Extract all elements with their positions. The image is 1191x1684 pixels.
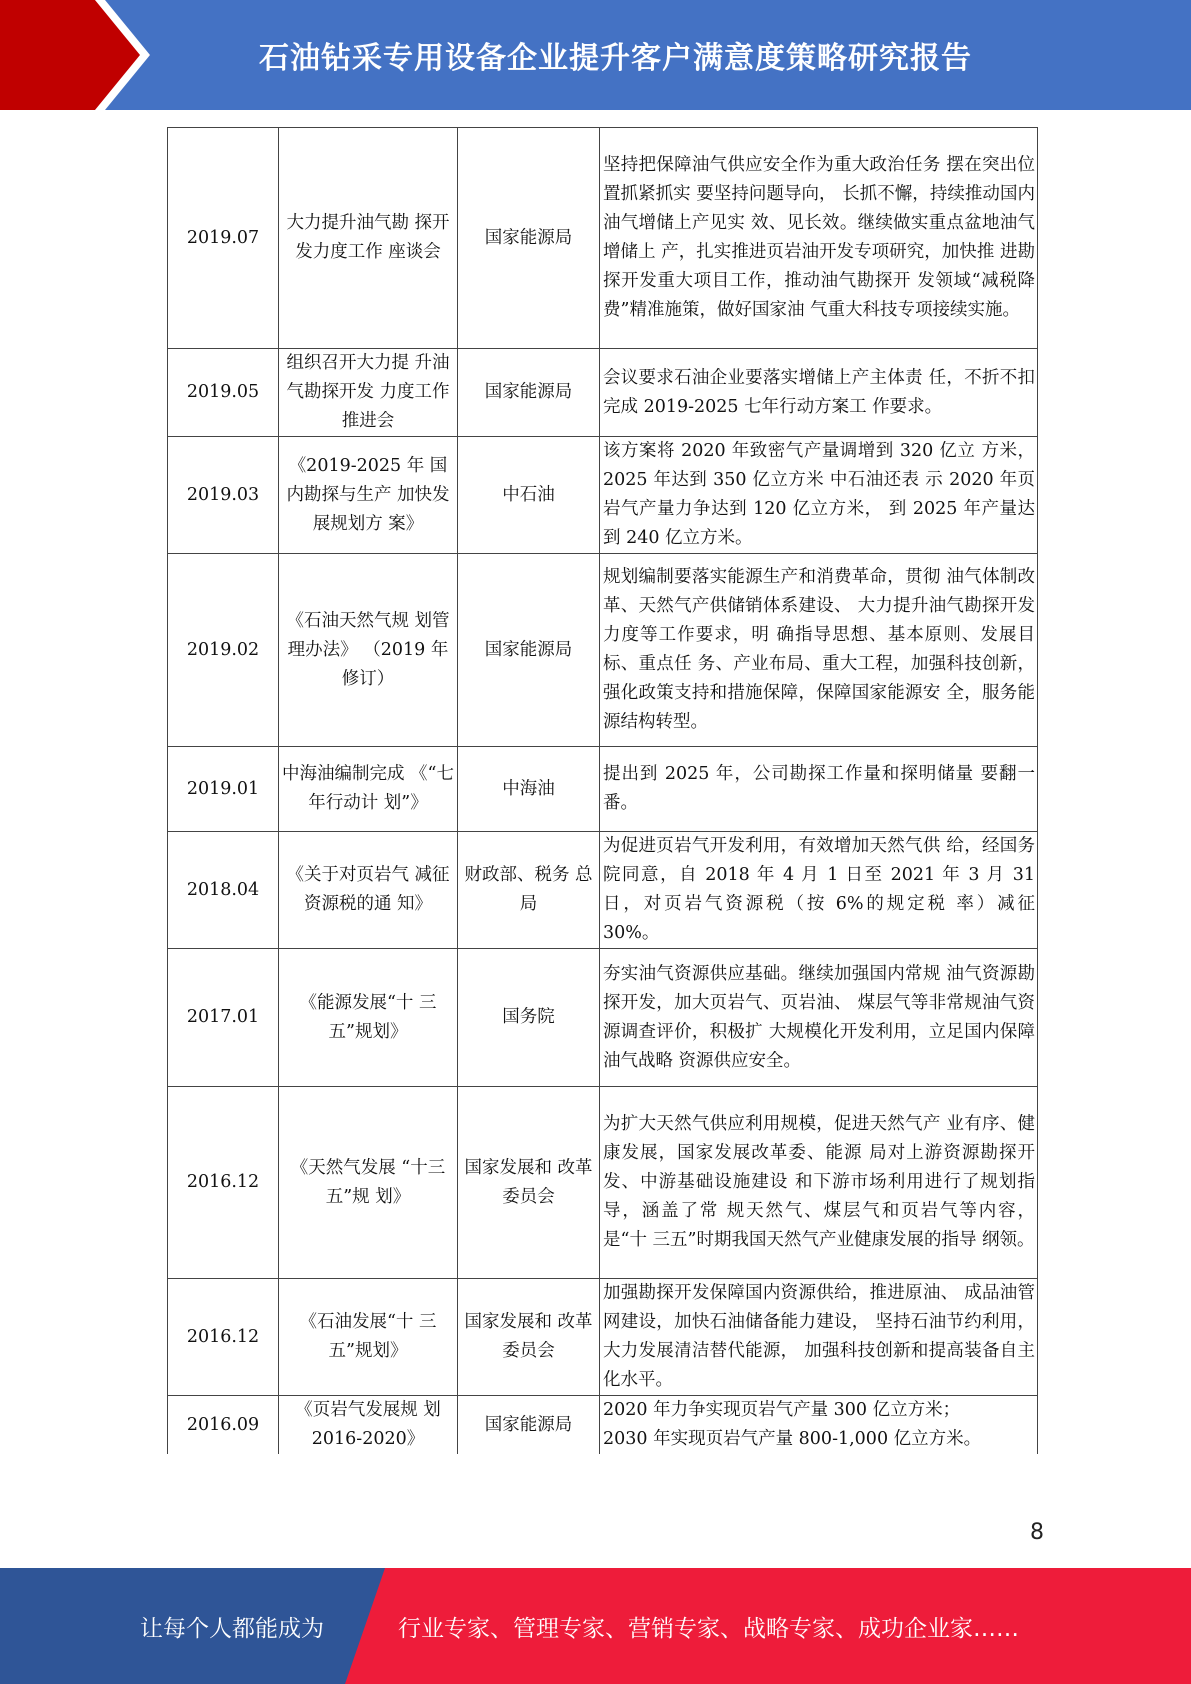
row-policy-name: 组织召开大力提 升油气勘探开发 力度工作推进会 bbox=[279, 349, 458, 437]
row-department: 中海油 bbox=[458, 747, 600, 832]
row-content: 规划编制要落实能源生产和消费革命，贯彻 油气体制改革、天然气产供储销体系建设、 大力提升油气勘探开发力度等工作要求，明 确指导思想、基本原则、发展目标、重点任 务、产业布局、重大工程，加强科技创新， 强化政策支持和措施保障，保障国家能源安 全，服务能源结构转型。 bbox=[600, 554, 1038, 747]
content-line: 2020 年力争实现页岩气产量 300 亿立方米； bbox=[603, 1400, 961, 1420]
row-policy-name: 《石油天然气规 划管理办法》 （2019 年修订） bbox=[279, 554, 458, 747]
table-row bbox=[168, 1087, 1038, 1279]
row-content: 提出到 2025 年，公司勘探工作量和探明储量 要翻一番。 bbox=[600, 747, 1038, 832]
row-content: 该方案将 2020 年致密气产量调增到 320 亿立 方米，2025 年达到 350 亿立方米 中石油还表 示 2020 年页岩气产量力争达到 120 亿立方米， 到 2025 年产量达到 240 亿立方米。 bbox=[600, 437, 1038, 554]
table-row bbox=[168, 1279, 1038, 1396]
row-content: 为促进页岩气开发利用，有效增加天然气供 给，经国务院同意，自 2018 年 4 月 1 日至 2021 年 3 月 31 日，对页岩气资源税（按 6%的规定税 率）减征 30%。 bbox=[600, 832, 1038, 949]
footer-slogan-right: 行业专家、管理专家、营销专家、战略专家、成功企业家…… bbox=[398, 1615, 1019, 1642]
row-department: 国家能源局 bbox=[458, 1396, 600, 1455]
table-row bbox=[168, 554, 1038, 747]
row-policy-name: 《石油发展“十 三五”规划》 bbox=[279, 1279, 458, 1396]
row-department: 国务院 bbox=[458, 949, 600, 1087]
row-content bbox=[600, 1396, 1038, 1455]
row-policy-name: 《页岩气发展规 划 2016-2020》 bbox=[279, 1396, 458, 1455]
page-footer bbox=[0, 1568, 1191, 1684]
row-date: 2019.02 bbox=[168, 554, 279, 747]
page-header bbox=[0, 0, 1191, 110]
row-content: 会议要求石油企业要落实增储上产主体责 任，不折不扣完成 2019-2025 七年行动方案工 作要求。 bbox=[600, 349, 1038, 437]
row-date: 2019.05 bbox=[168, 349, 279, 437]
row-department: 国家能源局 bbox=[458, 128, 600, 349]
row-department: 国家能源局 bbox=[458, 554, 600, 747]
row-date: 2016.12 bbox=[168, 1087, 279, 1279]
row-content: 坚持把保障油气供应安全作为重大政治任务 摆在突出位置抓紧抓实 要坚持问题导向， 长抓不懈，持续推动国内油气增储上产见实 效、见长效。继续做实重点盆地油气增储上 产，扎实推进页岩油开发专项研究，加快推 进勘探开发重大项目工作，推动油气勘探开 发领域“减税降费”精准施策，做好国家油 气重大科技专项接续实施。 bbox=[600, 128, 1038, 349]
row-content: 加强勘探开发保障国内资源供给，推进原油、 成品油管网建设，加快石油储备能力建设， 坚持石油节约利用，大力发展清洁替代能源， 加强科技创新和提高装备自主化水平。 bbox=[600, 1279, 1038, 1396]
report-title: 石油钻采专用设备企业提升客户满意度策略研究报告 bbox=[259, 41, 972, 76]
table-row bbox=[168, 832, 1038, 949]
table-row bbox=[168, 349, 1038, 437]
table-row bbox=[168, 437, 1038, 554]
row-content: 夯实油气资源供应基础。继续加强国内常规 油气资源勘探开发，加大页岩气、页岩油、 煤层气等非常规油气资源调查评价，积极扩 大规模化开发利用，立足国内保障油气战略 资源供应安全。 bbox=[600, 949, 1038, 1087]
row-policy-name: 《2019-2025 年 国内勘探与生产 加快发展规划方 案》 bbox=[279, 437, 458, 554]
footer-slogan-left: 让每个人都能成为 bbox=[140, 1615, 324, 1642]
table-row bbox=[168, 949, 1038, 1087]
row-date: 2019.01 bbox=[168, 747, 279, 832]
content-line: 2030 年实现页岩气产量 800-1,000 亿立方米。 bbox=[603, 1429, 982, 1449]
row-department: 中石油 bbox=[458, 437, 600, 554]
row-policy-name: 《能源发展“十 三五”规划》 bbox=[279, 949, 458, 1087]
row-policy-name: 《天然气发展 “十三五”规 划》 bbox=[279, 1087, 458, 1279]
policy-table bbox=[167, 127, 1038, 1454]
row-policy-name: 《关于对页岩气 减征资源税的通 知》 bbox=[279, 832, 458, 949]
header-red-chevron bbox=[0, 0, 150, 110]
row-date: 2018.04 bbox=[168, 832, 279, 949]
row-date: 2016.12 bbox=[168, 1279, 279, 1396]
row-policy-name: 中海油编制完成 《“七年行动计 划”》 bbox=[279, 747, 458, 832]
row-department: 国家能源局 bbox=[458, 349, 600, 437]
row-department: 国家发展和 改革委员会 bbox=[458, 1279, 600, 1396]
row-policy-name: 大力提升油气勘 探开发力度工作 座谈会 bbox=[279, 128, 458, 349]
row-department: 国家发展和 改革委员会 bbox=[458, 1087, 600, 1279]
row-date: 2019.03 bbox=[168, 437, 279, 554]
row-content: 为扩大天然气供应利用规模，促进天然气产 业有序、健康发展，国家发展改革委、能源 局对上游资源勘探开发、中游基础设施建设 和下游市场利用进行了规划指导，涵盖了常 规天然气、煤层气和页岩气等内容，是“十 三五”时期我国天然气产业健康发展的指导 纲领。 bbox=[600, 1087, 1038, 1279]
row-date: 2016.09 bbox=[168, 1396, 279, 1455]
row-department: 财政部、税务 总局 bbox=[458, 832, 600, 949]
page-number: 8 bbox=[1030, 1520, 1044, 1545]
table-row bbox=[168, 1396, 1038, 1455]
policy-table-container bbox=[167, 127, 1035, 1454]
row-date: 2019.07 bbox=[168, 128, 279, 349]
table-row bbox=[168, 747, 1038, 832]
table-row bbox=[168, 128, 1038, 349]
row-date: 2017.01 bbox=[168, 949, 279, 1087]
